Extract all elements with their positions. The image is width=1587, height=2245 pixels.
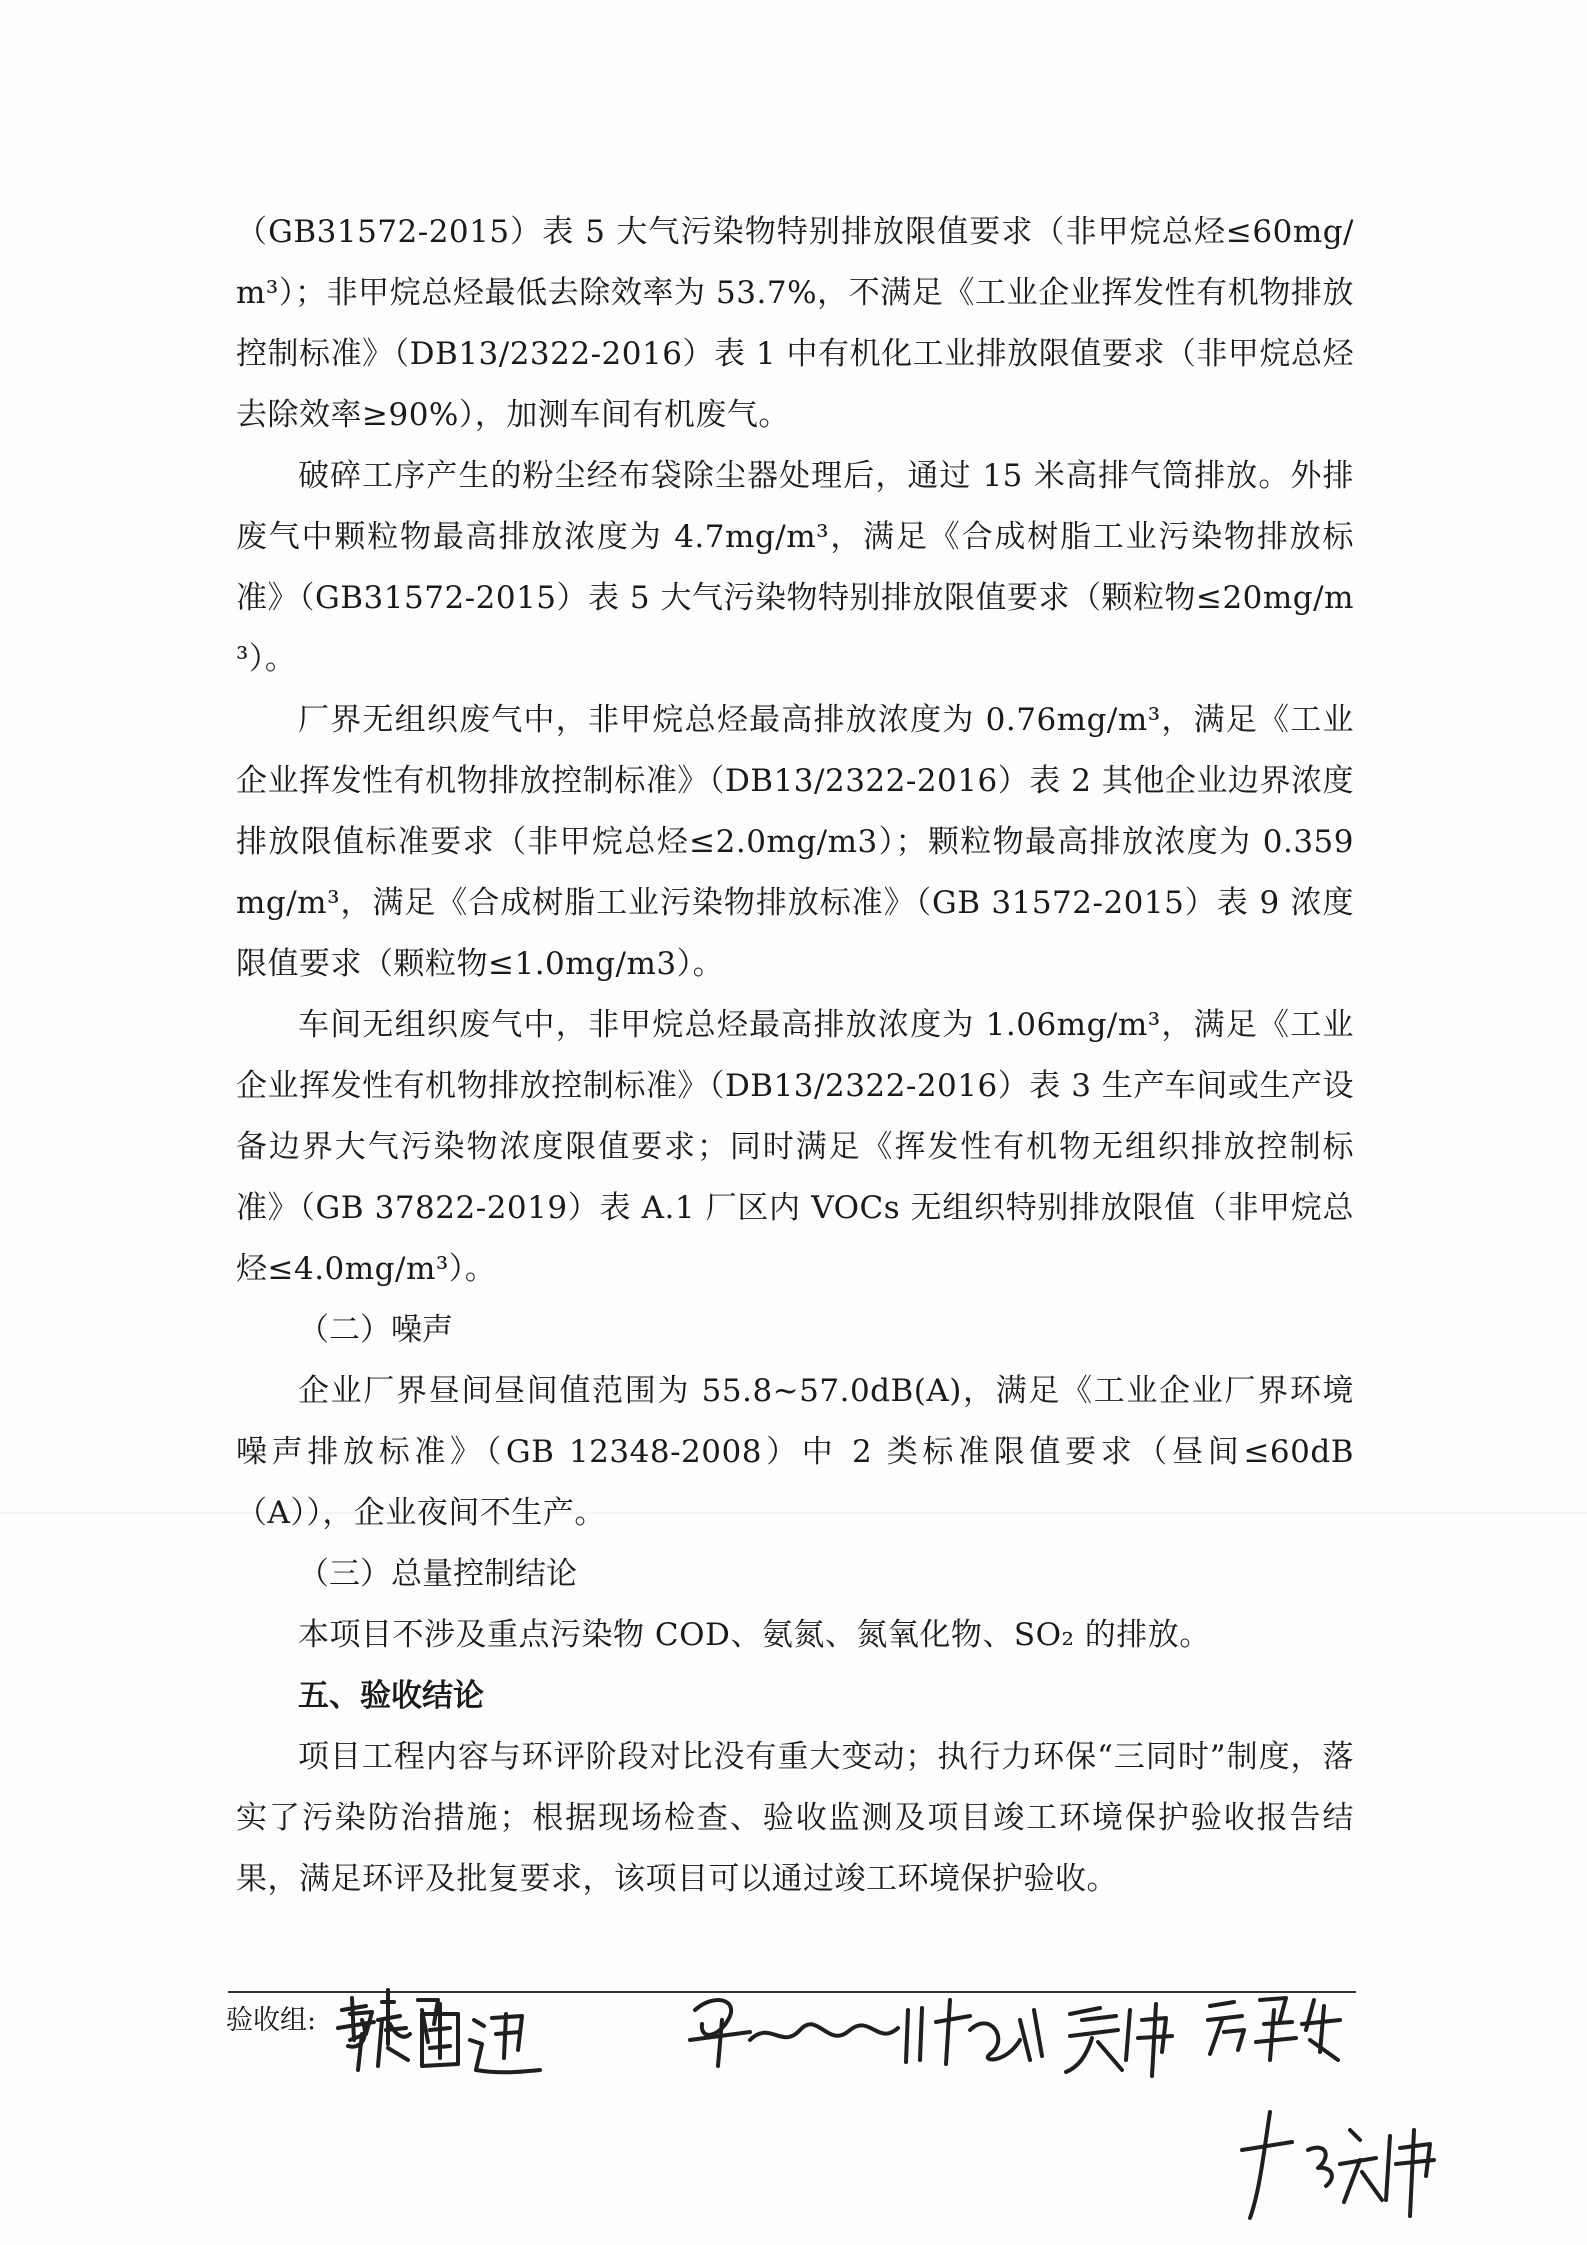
heading-total-control: （三）总量控制结论 xyxy=(298,1556,577,1592)
paragraph-acceptance-conclusion: 项目工程内容与环评阶段对比没有重大变动；执行力环保“三同时”制度，落实了污染防治措施；根据现场检查、验收监测及项目竣工环境保护验收报告结果，满足环评及批复要求，该项目可以通过竣工环境保护验收。 xyxy=(236,1739,1354,1897)
signoff-label: 验收组: xyxy=(226,2005,317,2036)
document-body xyxy=(236,202,1354,1910)
signature-2 xyxy=(690,2000,1172,2076)
paragraph-dust: 破碎工序产生的粉尘经布袋除尘器处理后，通过 15 米高排气筒排放。外排废气中颗粒物最高排放浓度为 4.7mg/m³，满足《合成树脂工业污染物排放标准》（GB31572-2015）表 5 大气污染物特别排放限值要求（颗粒物≤20mg/m³）。 xyxy=(236,458,1354,677)
paragraph-workshop-fugitive: 车间无组织废气中，非甲烷总烃最高排放浓度为 1.06mg/m³，满足《工业企业挥发性有机物排放控制标准》（DB13/2322-2016）表 3 生产车间或生产设备边界大气污染物浓度限值要求；同时满足《挥发性有机物无组织排放控制标准》（GB 37822-2019）表 A.1 厂区内 VOCs 无组织特别排放限值（非甲烷总烃≤4.0mg/m³）。 xyxy=(236,1007,1354,1287)
handwritten-signatures xyxy=(330,1980,1480,2230)
signature-4 xyxy=(1242,2112,1434,2218)
paragraph-nmhc-efficiency: （GB31572-2015）表 5 大气污染物特别排放限值要求（非甲烷总烃≤60mg/m³）；非甲烷总烃最低去除效率为 53.7%，不满足《工业企业挥发性有机物排放控制标准》（DB13/2322-2016）表 1 中有机化工业排放限值要求（非甲烷总烃去除效率≥90%），加测车间有机废气。 xyxy=(236,214,1354,433)
heading-acceptance-conclusion: 五、验收结论 xyxy=(298,1678,484,1714)
paragraph-noise: 企业厂界昼间昼间值范围为 55.8~57.0dB(A)，满足《工业企业厂界环境噪声排放标准》（GB 12348-2008）中 2 类标准限值要求（昼间≤60dB（A）），企业夜间不生产。 xyxy=(236,1373,1354,1531)
signature-3 xyxy=(1208,1998,1340,2060)
paragraph-boundary-fugitive: 厂界无组织废气中，非甲烷总烃最高排放浓度为 0.76mg/m³，满足《工业企业挥发性有机物排放控制标准》（DB13/2322-2016）表 2 其他企业边界浓度排放限值标准要求（非甲烷总烃≤2.0mg/m3）；颗粒物最高排放浓度为 0.359mg/m³，满足《合成树脂工业污染物排放标准》（GB 31572-2015）表 9 浓度限值要求（颗粒物≤1.0mg/m3）。 xyxy=(236,702,1354,982)
heading-noise: （二）噪声 xyxy=(298,1312,453,1348)
paragraph-total-control: 本项目不涉及重点污染物 COD、氨氮、氮氧化物、SO₂ 的排放。 xyxy=(298,1617,1211,1653)
